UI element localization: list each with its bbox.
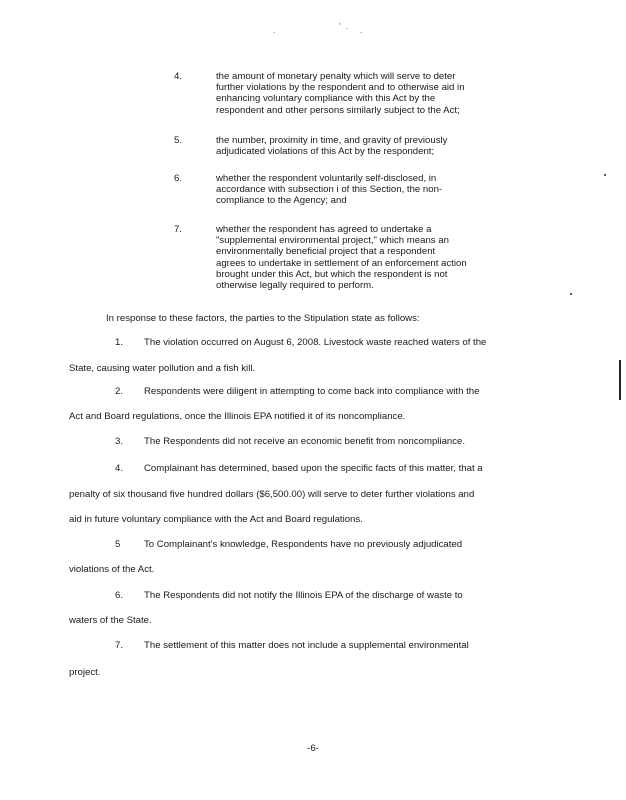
scan-speck bbox=[570, 293, 572, 295]
paragraph-first-line: Respondents were diligent in attempting to come back into compliance with the bbox=[144, 386, 480, 397]
factor-line: compliance to the Agency; and bbox=[216, 195, 347, 207]
paragraph-continuation: project. bbox=[69, 667, 101, 678]
paragraph-first-line: The violation occurred on August 6, 2008. Livestock waste reached waters of the bbox=[144, 337, 487, 348]
factor-number: 6. bbox=[174, 173, 183, 184]
page-number: -6- bbox=[307, 743, 319, 754]
paragraph-number: 3. bbox=[115, 436, 124, 447]
paragraph-continuation: State, causing water pollution and a fish kill. bbox=[69, 363, 256, 374]
factor-line: otherwise legally required to perform. bbox=[216, 280, 374, 292]
factor-line: the number, proximity in time, and gravity of previously bbox=[216, 135, 448, 146]
factor-line: the amount of monetary penalty which will serve to deter bbox=[216, 71, 456, 82]
paragraph-first-line: The Respondents did not receive an economic benefit from noncompliance. bbox=[144, 436, 466, 447]
paragraph-number: 2. bbox=[115, 386, 124, 397]
scan-speck bbox=[604, 174, 606, 176]
paragraph-number: 1. bbox=[115, 337, 124, 348]
factor-line: environmentally beneficial project that a respondent bbox=[216, 246, 436, 258]
paragraph-first-line: The settlement of this matter does not include a supplemental environmental bbox=[144, 640, 469, 651]
paragraph-first-line: Complainant has determined, based upon the specific facts of this matter, that a bbox=[144, 463, 483, 474]
factor-text bbox=[216, 135, 516, 157]
paragraph-continuation: violations of the Act. bbox=[69, 564, 155, 575]
factor-text bbox=[216, 224, 516, 291]
scan-speck: . bbox=[360, 26, 363, 35]
factor-line: whether the respondent has agreed to undertake a bbox=[216, 224, 432, 235]
factor-text bbox=[216, 173, 516, 207]
intro-sentence: In response to these factors, the parties to the Stipulation state as follows: bbox=[106, 313, 420, 324]
paragraph-number: 6. bbox=[115, 590, 124, 601]
factor-line: accordance with subsection i of this Section, the non- bbox=[216, 184, 443, 196]
factor-line: adjudicated violations of this Act by the respondent; bbox=[216, 146, 435, 158]
paragraph-first-line: To Complainant's knowledge, Respondents have no previously adjudicated bbox=[144, 539, 463, 550]
paragraph-number: 4. bbox=[115, 463, 124, 474]
factor-line: brought under this Act, but which the respondent is not bbox=[216, 268, 448, 280]
paragraph-number: 5 bbox=[115, 539, 121, 550]
scan-speck: ' bbox=[339, 22, 341, 31]
factor-line: respondent and other persons similarly subject to the Act; bbox=[216, 104, 460, 116]
margin-mark bbox=[619, 360, 621, 400]
factor-line: enhancing voluntary compliance with this Act by the bbox=[216, 93, 436, 105]
factor-line: whether the respondent voluntarily self-disclosed, in bbox=[216, 173, 437, 184]
factor-line: further violations by the respondent and to otherwise aid in bbox=[216, 82, 465, 94]
factor-number: 7. bbox=[174, 224, 183, 235]
paragraph-number: 7. bbox=[115, 640, 124, 651]
paragraph-first-line: The Respondents did not notify the Illinois EPA of the discharge of waste to bbox=[144, 590, 463, 601]
scan-speck: . bbox=[273, 26, 276, 35]
factor-number: 4. bbox=[174, 71, 183, 82]
paragraph-continuation: aid in future voluntary compliance with the Act and Board regulations. bbox=[69, 514, 363, 525]
factor-text bbox=[216, 71, 516, 116]
factor-number: 5. bbox=[174, 135, 183, 146]
paragraph-continuation: Act and Board regulations, once the Illinois EPA notified it of its noncompliance. bbox=[69, 411, 406, 422]
factor-line: agrees to undertake in settlement of an enforcement action bbox=[216, 257, 467, 269]
paragraph-continuation: waters of the State. bbox=[69, 615, 152, 626]
scan-speck: . bbox=[346, 22, 349, 31]
factor-line: "supplemental environmental project," which means an bbox=[216, 235, 449, 247]
paragraph-continuation: penalty of six thousand five hundred dollars ($6,500.00) will serve to deter further violations and bbox=[69, 489, 475, 500]
